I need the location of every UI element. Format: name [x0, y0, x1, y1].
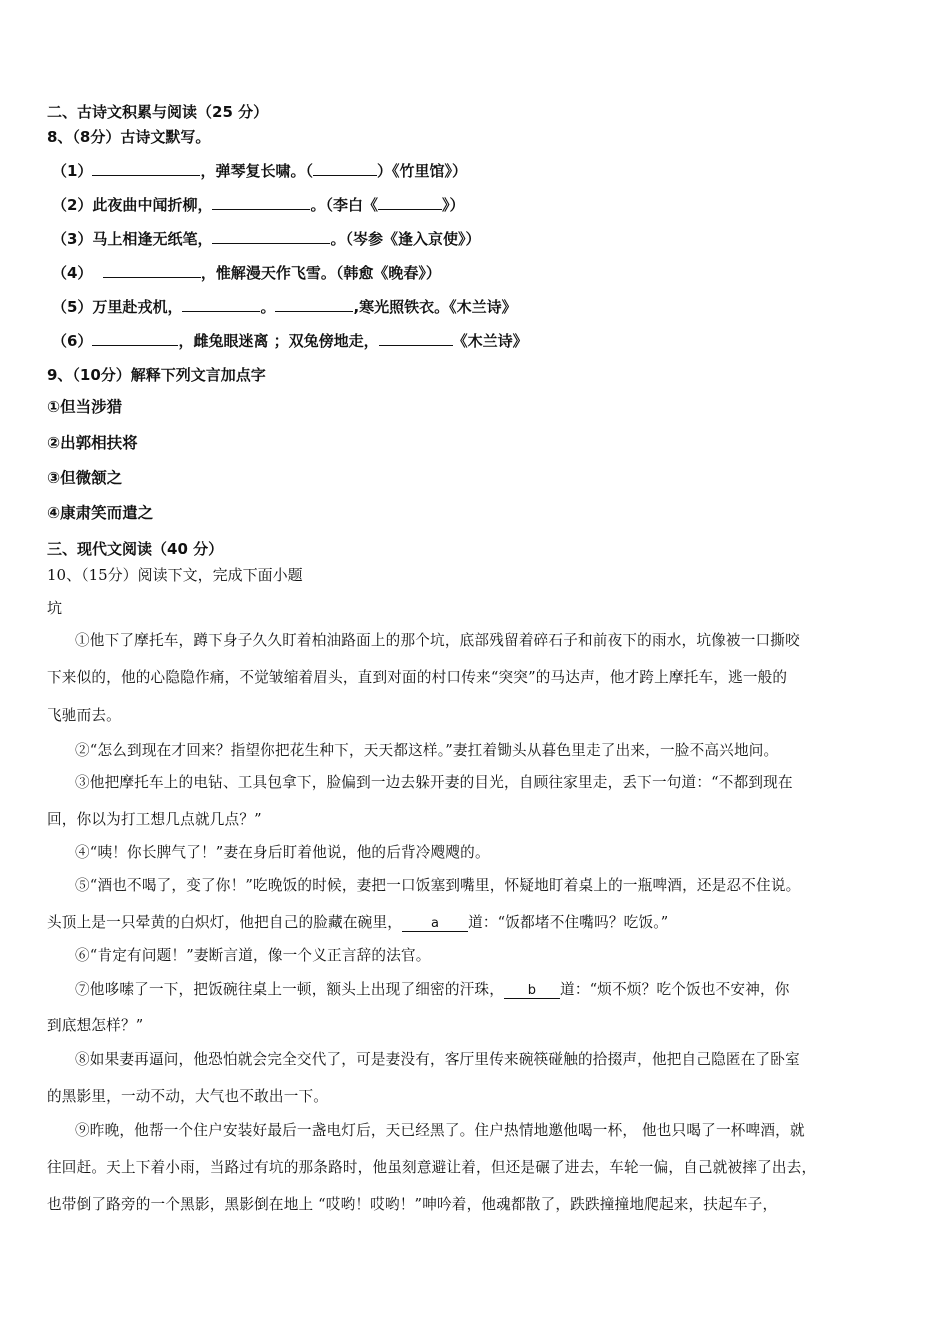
passage-line-15: ⑨昨晚，他帮一个住户安装好最后一盏电灯后，天已经黑了。住户热情地邀他喝一杯， 他也只喝了一杯啤酒，就: [75, 1122, 805, 1139]
passage-line-13: ⑧如果妻再逼问，他恐怕就会完全交代了，可是妻没有，客厅里传来碗筷碰触的拾掇声，他把自己隐匿在了卧室: [75, 1051, 800, 1068]
passage-line-14: 的黑影里，一动不动，大气也不敢出一下。: [47, 1088, 329, 1105]
passage-line-11: ⑦他哆嗦了一下，把饭碗往桌上一顿，额头上出现了细密的汗珠， b 道：“烦不烦？吃个饭也不安神，你: [75, 981, 790, 998]
passage-line-4: ②“怎么到现在才回来？指望你把花生种下，天天都这样。”妻扛着锄头从暮色里走了出来，一脸不高兴地问。: [75, 742, 779, 759]
section-3-title: 三、现代文阅读（40 分）: [47, 540, 224, 558]
q9-item-4: ④康肃笑而遣之: [47, 504, 154, 522]
passage-line-12: 到底想怎样？”: [47, 1017, 144, 1034]
q8-item-4: （4） ，惟解漫天作飞雪。（韩愈《晚春》）: [52, 264, 441, 282]
section-2-title: 二、古诗文积累与阅读（25 分）: [47, 103, 269, 121]
blank-a: a: [402, 916, 468, 932]
passage-line-16: 往回赶。天上下着小雨，当路过有坑的那条路时，他虽刻意避让着，但还是碾了进去，车轮一偏，自己就被摔了出去，: [47, 1159, 817, 1176]
passage-line-17: 也带倒了路旁的一个黑影，黑影倒在地上 “哎哟！哎哟！”呻吟着，他魂都散了，跌跌撞撞地爬起来，扶起车子，: [47, 1196, 778, 1213]
question-10-label: 10、（15分）阅读下文，完成下面小题: [47, 566, 303, 584]
passage-line-6: 回，你以为打工想几点就几点？”: [47, 811, 262, 828]
q9-item-1: ①但当涉猎: [47, 398, 123, 416]
question-8-label: 8、（8分）古诗文默写。: [47, 128, 211, 146]
passage-line-10: ⑥“肯定有问题！”妻断言道，像一个义正言辞的法官。: [75, 947, 431, 964]
passage-title: 坑: [47, 599, 63, 617]
blank-b: b: [504, 983, 560, 999]
q8-item-5: （5）万里赴戎机， 。 ,寒光照铁衣。《木兰诗》: [52, 298, 517, 316]
passage-line-2: 下来似的，他的心隐隐作痛，不觉皱缩着眉头，直到对面的村口传来“突突”的马达声，他才跨上摩托车，逃一般的: [47, 669, 788, 686]
passage-line-9: 头顶上是一只晕黄的白炽灯，他把自己的脸藏在碗里， a 道：“饭都堵不住嘴吗？吃饭。”: [47, 914, 669, 931]
passage-line-1: ①他下了摩托车，蹲下身子久久盯着柏油路面上的那个坑，底部残留着碎石子和前夜下的雨水，坑像被一口撕咬: [75, 632, 800, 649]
q8-item-3: （3）马上相逢无纸笔， 。（岑参《逢入京使》）: [52, 230, 481, 248]
q9-item-2: ②出郭相扶将: [47, 434, 138, 452]
passage-line-3: 飞驰而去。: [47, 707, 121, 724]
question-9-label: 9、（10分）解释下列文言加点字: [47, 366, 266, 384]
q8-item-2: （2）此夜曲中闻折柳， 。（李白《 》）: [52, 196, 465, 214]
q8-item-6: （6） ，雌兔眼迷离 ；双兔傍地走， 《木兰诗》: [52, 332, 528, 350]
q8-item-1: （1） ，弹琴复长啸。（ ）《竹里馆》）: [52, 162, 467, 180]
passage-line-8: ⑤“酒也不喝了，变了你！”吃晚饭的时候，妻把一口饭塞到嘴里，怀疑地盯着桌上的一瓶啤酒，还是忍不住说。: [75, 877, 801, 894]
q9-item-3: ③但微颔之: [47, 469, 123, 487]
passage-line-7: ④“咦！你长脾气了！”妻在身后盯着他说，他的后背冷飕飕的。: [75, 844, 490, 861]
passage-line-5: ③他把摩托车上的电钻、工具包拿下，脸偏到一边去躲开妻的目光，自顾往家里走，丢下一句道：“不都到现在: [75, 774, 793, 791]
